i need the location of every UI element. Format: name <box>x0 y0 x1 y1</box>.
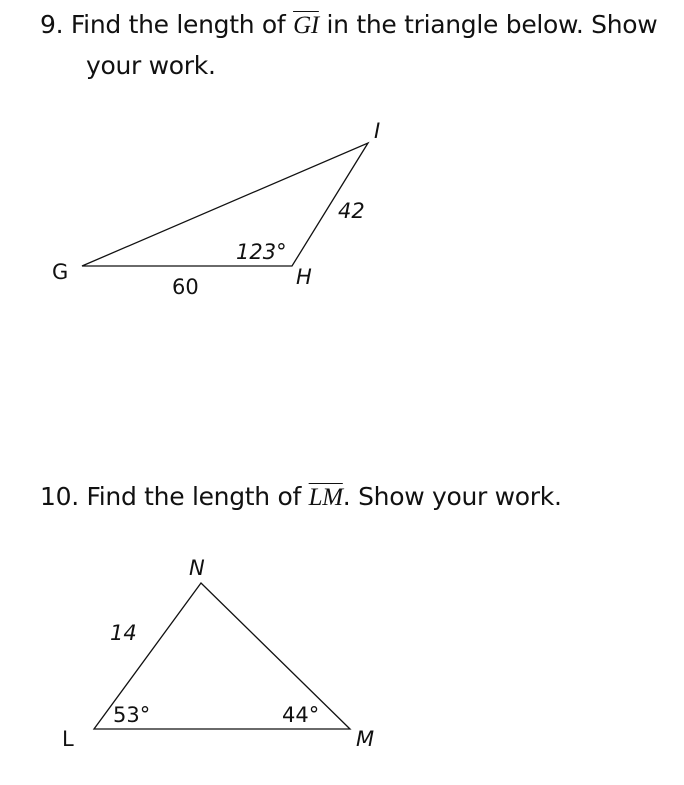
triangle-lmn <box>62 556 374 751</box>
problem-9-prompt-line2: your work. <box>86 51 216 80</box>
problem-10-segment: $\overline{LM}$ <box>308 484 343 511</box>
side-ln-label: 14 <box>110 621 137 645</box>
vertex-n-label: N <box>189 556 205 580</box>
problem-10-text-before: Find the length of <box>86 482 301 511</box>
problem-10-text-after: . Show your work. <box>342 482 562 511</box>
problem-9-text-before: Find the length of <box>70 10 286 39</box>
problem-9-text-after: in the triangle below. Show <box>326 10 658 39</box>
side-hi-label: 42 <box>338 199 365 223</box>
angle-l-label: 53° <box>113 703 151 727</box>
problem-9-number: 9. <box>40 10 64 39</box>
problem-10-number: 10. <box>40 482 79 511</box>
vertex-i-label: I <box>374 119 381 143</box>
angle-m-label: 44° <box>282 703 320 727</box>
vertex-g-label: G <box>52 260 69 284</box>
problem-9-segment: $\overline{GI}$ <box>293 12 319 39</box>
vertex-h-label: H <box>296 265 312 289</box>
triangle-ghi <box>52 119 380 299</box>
side-gh-label: 60 <box>172 275 199 299</box>
triangle-ghi-outline <box>82 143 368 266</box>
vertex-l-label: L <box>62 727 74 751</box>
angle-h-label: 123° <box>236 240 287 264</box>
vertex-m-label: M <box>356 727 375 751</box>
